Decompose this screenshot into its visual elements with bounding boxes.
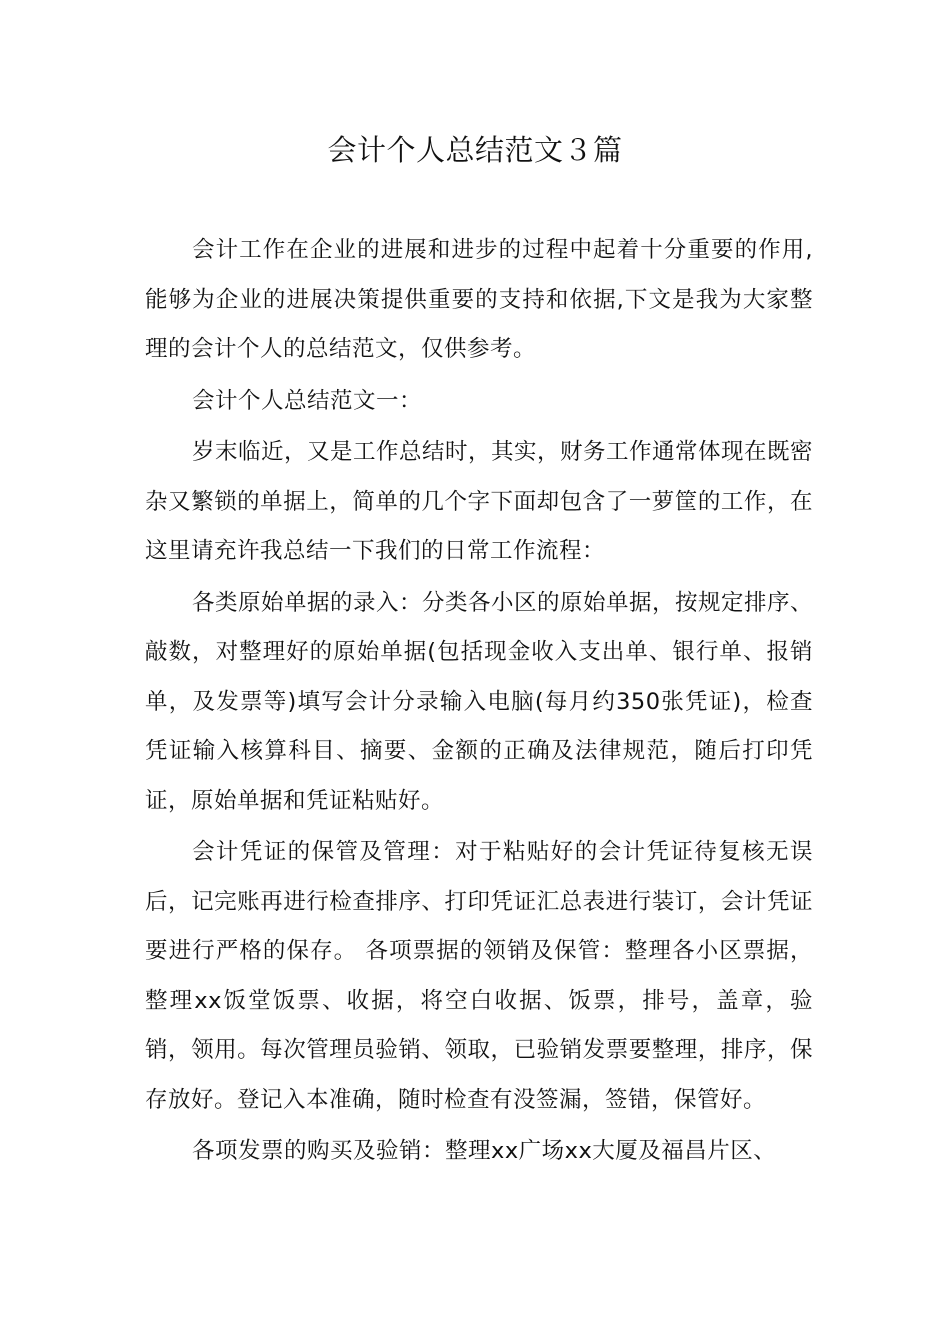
body-paragraph: 各类原始单据的录入：分类各小区的原始单据，按规定排序、敲数，对整理好的原始单据(包括现金收入支出单、银行单、报销单，及发票等)填写会计分录输入电脑(每月约350张凭证)，检查凭证输入核算科目、摘要、金额的正确及法律规范，随后打印凭证，原始单据和凭证粘贴好。 [145,589,814,814]
body-paragraph: 各项发票的购买及验销：整理xx广场xx大厦及福昌片区、 [192,1138,777,1164]
section-heading-one: 会计个人总结范文一： [192,387,423,414]
document-body [145,226,813,1177]
intro-paragraph: 会计工作在企业的进展和进步的过程中起着十分重要的作用,能够为企业的进展决策提供重要的支持和依据,下文是我为大家整理的会计个人的总结范文，仅供参考。 [145,237,813,362]
body-paragraph: 会计凭证的保管及管理：对于粘贴好的会计凭证待复核无误后，记完账再进行检查排序、打印凭证汇总表进行装订，会计凭证要进行严格的保存。 各项票据的领销及保管：整理各小区票据，整理xx饭堂饭票、收据，将空白收据、饭票，排号，盖章，验销，领用。每次管理员验销、领取，已验销发票要整理，排序，保存放好。登记入本准确，随时检查有没签漏，签错，保管好。 [145,839,813,1113]
document-title: 会计个人总结范文３篇 [327,133,623,167]
body-paragraph: 岁末临近，又是工作总结时，其实，财务工作通常体现在既密杂又繁锁的单据上，简单的几个字下面却包含了一萝筐的工作，在这里请充许我总结一下我们的日常工作流程： [145,439,814,564]
